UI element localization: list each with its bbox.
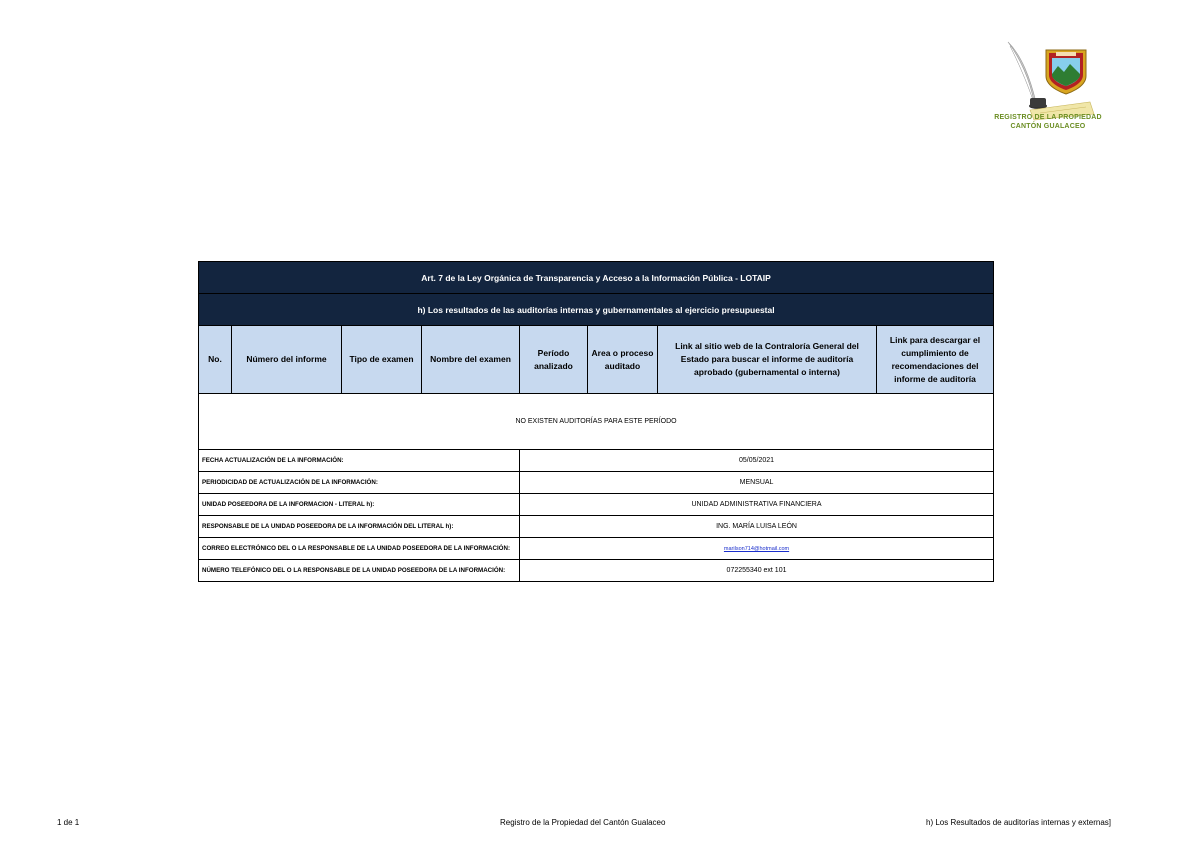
logo-text: [992, 113, 1104, 131]
col-header-link-contraloria: Link al sitio web de la Contraloría General del Estado para buscar el informe de auditoría aprobado (gubernamental o interna): [658, 326, 877, 394]
table-title: Art. 7 de la Ley Orgánica de Transparencia y Acceso a la Información Pública - LOTAIP: [199, 262, 994, 294]
info-row: [199, 538, 994, 560]
col-header-periodo: Período analizado: [520, 326, 588, 394]
info-value-periodicidad: MENSUAL: [520, 472, 994, 494]
logo-line-1: REGISTRO DE LA PROPIEDAD: [994, 114, 1102, 121]
info-label-fecha: FECHA ACTUALIZACIÓN DE LA INFORMACIÓN:: [199, 450, 520, 472]
col-header-area: Area o proceso auditado: [588, 326, 658, 394]
col-header-no: No.: [199, 326, 232, 394]
info-row: [199, 450, 994, 472]
info-row: [199, 560, 994, 582]
col-header-tipo-examen: Tipo de examen: [342, 326, 422, 394]
info-row: [199, 472, 994, 494]
table-subtitle: h) Los resultados de las auditorías internas y gubernamentales al ejercicio presupuestal: [199, 294, 994, 326]
info-label-periodicidad: PERIODICIDAD DE ACTUALIZACIÓN DE LA INFORMACIÓN:: [199, 472, 520, 494]
logo-line-2: CANTÓN GUALACEO: [1010, 123, 1086, 130]
info-label-responsable: RESPONSABLE DE LA UNIDAD POSEEDORA DE LA INFORMACIÓN DEL LITERAL h):: [199, 516, 520, 538]
info-value-telefono: 072255340 ext 101: [520, 560, 994, 582]
footer-center: Registro de la Propiedad del Cantón Gualaceo: [500, 818, 666, 827]
footer-page-number: 1 de 1: [57, 818, 80, 827]
info-label-telefono: NÚMERO TELEFÓNICO DEL O LA RESPONSABLE DE LA UNIDAD POSEEDORA DE LA INFORMACIÓN:: [199, 560, 520, 582]
footer-right: h) Los Resultados de auditorías internas y externas]: [926, 818, 1111, 827]
column-header-row: [199, 326, 994, 394]
info-row: [199, 494, 994, 516]
info-value-fecha: 05/05/2021: [520, 450, 994, 472]
info-value-responsable: ING. MARÍA LUISA LEÓN: [520, 516, 994, 538]
info-row: [199, 516, 994, 538]
info-label-unidad: UNIDAD POSEEDORA DE LA INFORMACION - LITERAL h):: [199, 494, 520, 516]
col-header-nombre-examen: Nombre del examen: [422, 326, 520, 394]
col-header-link-cumplimiento: Link para descargar el cumplimiento de recomendaciones del informe de auditoría: [877, 326, 994, 394]
col-header-numero-informe: Número del informe: [232, 326, 342, 394]
lotaip-table: [198, 261, 994, 582]
empty-message: NO EXISTEN AUDITORÍAS PARA ESTE PERÍODO: [199, 394, 994, 450]
info-value-unidad: UNIDAD ADMINISTRATIVA FINANCIERA: [520, 494, 994, 516]
info-label-correo: CORREO ELECTRÓNICO DEL O LA RESPONSABLE DE LA UNIDAD POSEEDORA DE LA INFORMACIÓN:: [199, 538, 520, 560]
info-value-correo: [520, 538, 994, 560]
email-link[interactable]: marilson714@hotmail.com: [723, 546, 790, 552]
